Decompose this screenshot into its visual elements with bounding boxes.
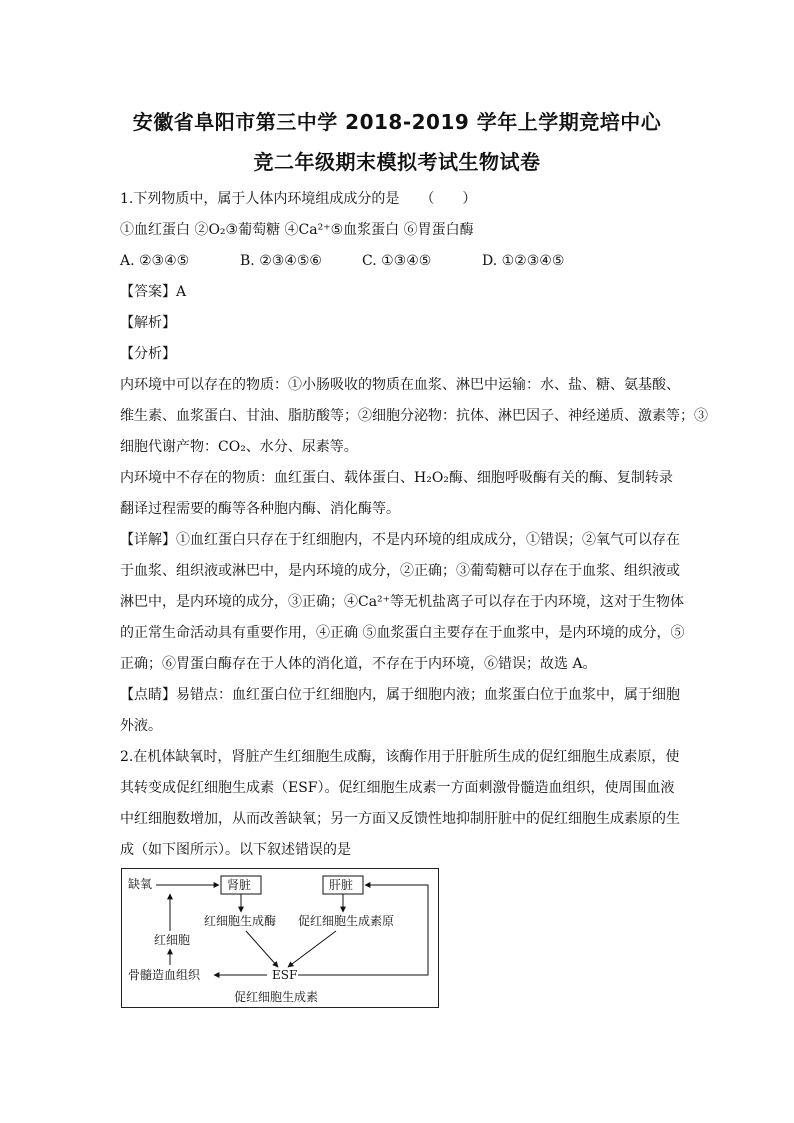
arrow-proesf-esf xyxy=(288,931,336,967)
analysis-line: 内环境中可以存在的物质：①小肠吸收的物质在血浆、淋巴中运输：水、盐、糖、氨基酸、 xyxy=(120,377,680,393)
detail-line: 【详解】①血红蛋白只存在于红细胞内，不是内环境的组成成分，①错误；②氧气可以存在 xyxy=(120,532,680,548)
q1-stem: 1.下列物质中，属于人体内环境组成成分的是 （ ） xyxy=(120,191,477,207)
kidney-label: 肾脏 xyxy=(227,878,252,892)
liver-label: 肝脏 xyxy=(329,878,354,892)
point-line: 【点睛】易错点：血红蛋白位于红细胞内，属于细胞内液；血浆蛋白位于血浆中，属于细胞 xyxy=(120,687,680,703)
feedback-arrow xyxy=(298,885,428,975)
q2-stem-line: 2.在机体缺氧时，肾脏产生红细胞生成酶，该酶作用于肝脏所生成的促红细胞生成素原，使 xyxy=(120,749,680,765)
esf-label: ESF xyxy=(272,968,298,982)
arrow-enzyme-esf xyxy=(246,931,278,967)
esf-diagram xyxy=(121,868,439,1008)
analysis-line: 细胞代谢产物：CO₂、水分、尿素等。 xyxy=(120,439,358,455)
esf-name-label: 促红细胞生成素 xyxy=(234,990,319,1004)
content xyxy=(120,184,708,866)
q1-jiexi-heading: 【解析】 xyxy=(120,315,176,331)
analysis-line: 内环境中不存在的物质：血红蛋白、载体蛋白、H₂O₂酶、细胞呼吸酶有关的酶、复制转录 xyxy=(120,470,673,486)
title-line-1: 安徽省阜阳市第三中学 2018-2019 学年上学期竞培中心 xyxy=(132,110,662,134)
option-d: D. ①②③④⑤ xyxy=(482,253,565,269)
detail-line: 的正常生命活动具有重要作用，④正确 ⑤血浆蛋白主要存在于血浆中，是内环境的成分，⑤ xyxy=(120,625,685,641)
detail-line: 淋巴中，是内环境的成分，③正确；④Ca²⁺等无机盐离子可以存在于内环境，这对于生物体 xyxy=(120,594,685,610)
q2-stem-line: 成（如下图所示）。以下叙述错误的是 xyxy=(120,842,351,858)
rbc-enzyme-label: 红细胞生成酶 xyxy=(204,914,277,928)
q2-stem-line: 中红细胞数增加，从而改善缺氧；另一方面又反馈性地抑制肝脏中的促红细胞生成素原的生 xyxy=(120,811,680,827)
analysis-line: 翻译过程需要的酶等各种胞内酶、消化酶等。 xyxy=(120,501,400,517)
q1-answer: 【答案】A xyxy=(120,284,187,300)
q2-stem-line: 其转变成促红细胞生成素（ESF）。促红细胞生成素一方面刺激骨髓造血组织，使周围血液 xyxy=(120,780,675,796)
analysis-line: 维生素、血浆蛋白、甘油、脂肪酸等；②细胞分泌物：抗体、淋巴因子、神经递质、激素等；③ xyxy=(120,408,708,424)
hypoxia-label: 缺氧 xyxy=(128,877,153,891)
point-line: 外液。 xyxy=(120,718,162,734)
detail-line: 正确；⑥胃蛋白酶存在于人体的消化道，不存在于内环境，⑥错误；故选 A。 xyxy=(120,656,597,672)
title-line-2: 竞二年级期末模拟考试生物试卷 xyxy=(253,150,541,174)
q1-options xyxy=(120,246,680,277)
q1-fenxi-heading: 【分析】 xyxy=(120,346,176,362)
option-c: C. ①③④⑤ xyxy=(362,253,432,269)
proesf-label: 促红细胞生成素原 xyxy=(298,914,395,928)
option-b: B. ②③④⑤⑥ xyxy=(240,253,322,269)
option-a: A. ②③④⑤ xyxy=(120,253,190,269)
marrow-label: 骨髓造血组织 xyxy=(128,968,201,982)
detail-line: 于血浆、组织液或淋巴中，是内环境的成分，②正确；③葡萄糖可以存在于血浆、组织液或 xyxy=(120,563,680,579)
rbc-label: 红细胞 xyxy=(154,933,191,947)
q1-items: ①血红蛋白 ②O₂③葡萄糖 ④Ca²⁺⑤血浆蛋白 ⑥胃蛋白酶 xyxy=(120,222,474,238)
